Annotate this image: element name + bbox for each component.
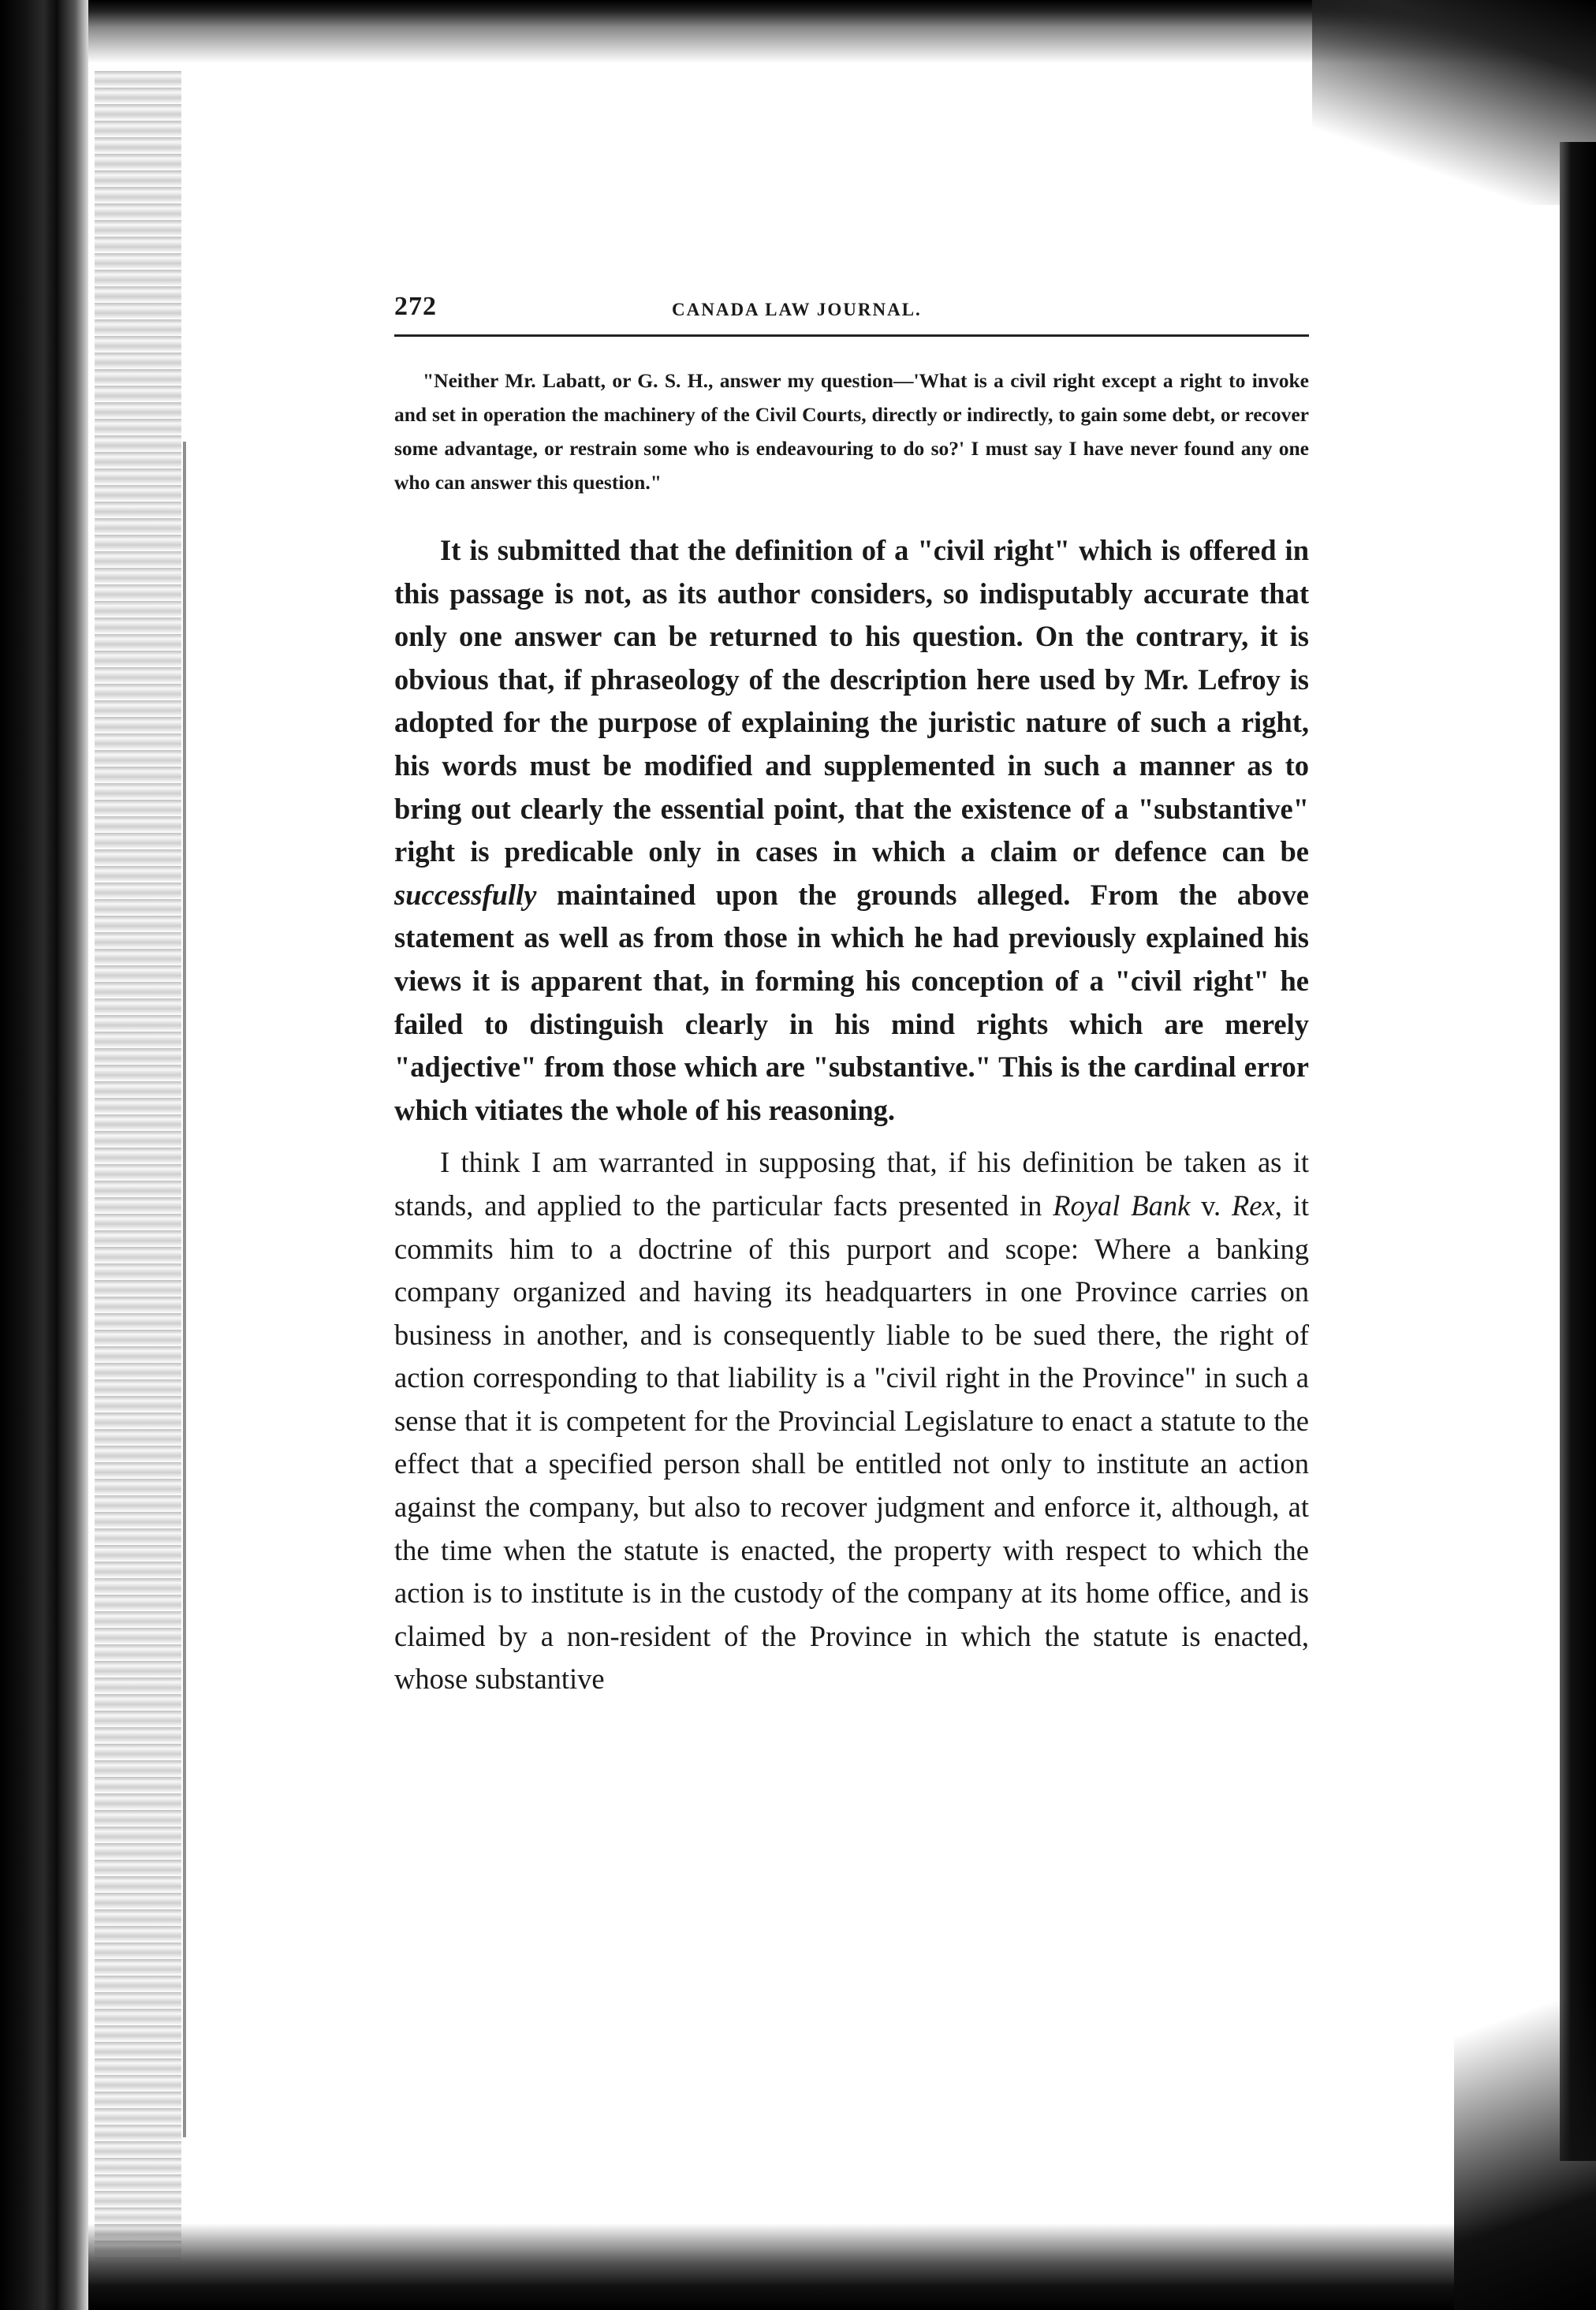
paragraph-2-text-a: I think I am warranted in supposing that, if his definition be taken as it stands, and applied to the particular facts presented in	[394, 1146, 1309, 1222]
gutter-texture	[95, 71, 181, 2263]
gutter-line	[183, 442, 186, 2137]
right-page-edge	[1560, 142, 1596, 2161]
page-header	[394, 292, 1309, 328]
header-rule	[394, 334, 1309, 337]
running-head: CANADA LAW JOURNAL.	[672, 300, 922, 319]
case-versus: v.	[1190, 1189, 1232, 1222]
paragraph-2	[394, 1141, 1309, 1701]
paragraph-1	[394, 529, 1309, 1132]
bottom-right-corner-shadow	[1454, 1979, 1596, 2310]
paragraph-1-italic: successfully	[394, 878, 537, 911]
paragraph-2-text-b: , it commits him to a doctrine of this purport and scope: Where a banking company organized and having its headquarters in one Province carries on business in another, and is consequently liable to be sued there, the right of action corresponding to that liability is a "civil right in the Province" in such a sense that it is competent for the Provincial Legislature to enact a statute to the effect that a specified person shall be entitled not only to institute an action against the company, but also to recover judgment and enforce it, although, at the time when the statute is enacted, the property with respect to which the action is to institute is in the custody of the company at its home office, and is claimed by a non-resident of the Province in which the statute is enacted, whose substantive	[394, 1189, 1309, 1696]
paragraph-1-text-b: maintained upon the grounds alleged. From the above statement as well as from those in which he had previously explained his views it is apparent that, in forming his conception of a "civil right" he failed to distinguish clearly in his mind rights which are merely "adjective" from those which are "substantive." This is the cardinal error which vitiates the whole of his reasoning.	[394, 878, 1309, 1126]
case-name-rex: Rex	[1232, 1189, 1275, 1222]
case-name-royal-bank: Royal Bank	[1053, 1189, 1191, 1222]
page-content	[394, 292, 1309, 1711]
book-spine-shadow	[0, 0, 88, 2310]
page-number: 272	[394, 292, 437, 321]
bottom-page-edge	[88, 2223, 1596, 2310]
block-quote: "Neither Mr. Labatt, or G. S. H., answer my question—'What is a civil right except a right to invoke and set in operation the machinery of the Civil Courts, directly or indirectly, to gain some debt, or recover some advantage, or restrain some who is endeavouring to do so?' I must say I have never found any one who can answer this question."	[394, 369, 1309, 494]
top-right-corner-shadow	[1312, 0, 1596, 205]
paragraph-1-text-a: It is submitted that the definition of a "civil right" which is offered in this passage is not, as its author considers, so indisputably accurate that only one answer can be returned to his question. On the contrary, it is obvious that, if phraseology of the description here used by Mr. Lefroy is adopted for the purpose of explaining the juristic nature of such a right, his words must be modified and supplemented in such a manner as to bring out clearly the essential point, that the existence of a "substantive" right is predicable only in cases in which a claim or defence can be	[394, 534, 1309, 868]
